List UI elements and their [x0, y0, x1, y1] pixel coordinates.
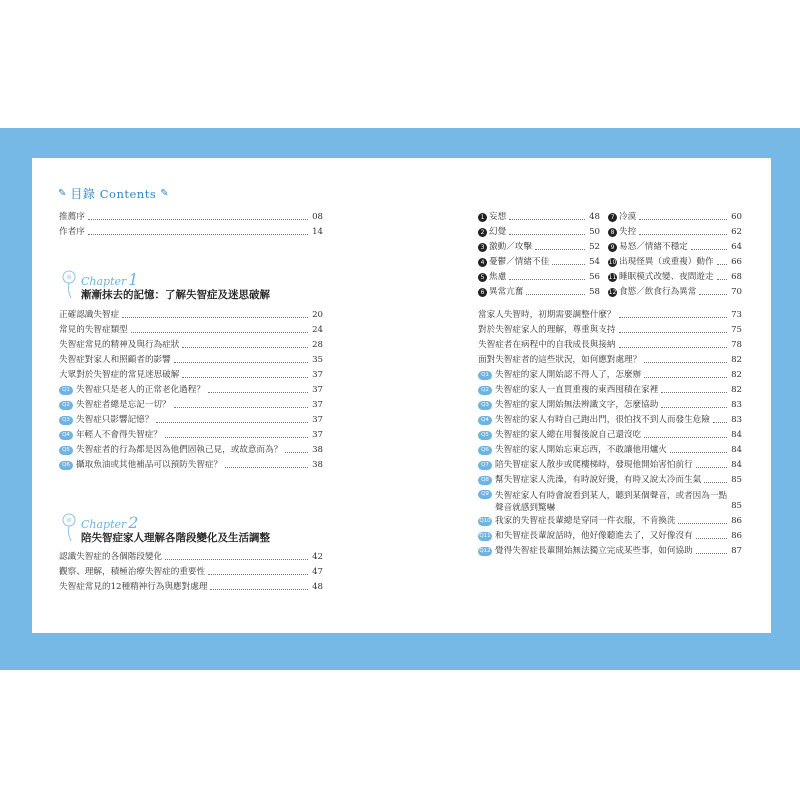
- q-badge-icon: Q6: [478, 446, 492, 455]
- number-badge-icon: 7: [608, 213, 617, 222]
- toc-question[interactable]: Q4 失智症的家人有時自己跑出門，很怕找不到人而發生危險 83: [478, 413, 742, 428]
- number-badge-icon: 11: [608, 274, 617, 281]
- toc-question[interactable]: Q5 失智症的家人總在用餐後說自己還沒吃 84: [478, 428, 742, 443]
- toc-entry[interactable]: 失智症者在病程中的自我成長與接納 78: [478, 340, 742, 350]
- toc-page: [32, 158, 771, 633]
- symptom-entry[interactable]: 7 冷漠 60: [608, 210, 742, 225]
- toc-question[interactable]: Q5 失智症者的行為都是因為他們固執己見，或故意而為？ 38: [59, 443, 323, 458]
- symptoms-right-list: [608, 210, 742, 300]
- chapter-title: 陪失智症家人理解各階段變化及生活調整: [81, 532, 270, 544]
- q-badge-icon: Q3: [478, 401, 492, 410]
- toc-entry[interactable]: 當家人失智時，初期需要調整什麼？ 73: [478, 310, 742, 320]
- chapter-1-list: [59, 308, 323, 473]
- pen-ornament-icon: ✎: [160, 187, 169, 199]
- q-badge-icon: Q2: [59, 401, 73, 410]
- q-badge-icon: Q9: [478, 490, 492, 499]
- toc-entry[interactable]: 觀察、理解，積極治療失智症的重要性 47: [59, 567, 323, 577]
- toc-entry[interactable]: 推薦序 08: [59, 212, 323, 222]
- toc-question[interactable]: Q10 我家的失智症長輩總是穿同一件衣服，不肯換洗 86: [479, 516, 742, 526]
- pen-ornament-icon: ✎: [58, 187, 67, 199]
- toc-entry[interactable]: 常見的失智症類型 24: [59, 325, 323, 335]
- toc-question[interactable]: Q2 失智症者總是忘記一切？ 37: [59, 398, 323, 413]
- toc-entry[interactable]: 失智症常見的精神及與行為症狀 28: [59, 340, 323, 350]
- q-badge-icon: Q7: [478, 461, 492, 470]
- toc-question[interactable]: Q1 失智症只是老人的正常老化過程？ 37: [59, 383, 323, 398]
- toc-question[interactable]: Q4 年輕人不會得失智症？ 37: [59, 428, 323, 443]
- q-badge-icon: Q1: [478, 371, 492, 380]
- symptom-entry[interactable]: 11 睡眠模式改變、夜間遊走 68: [608, 272, 742, 282]
- toc-entry[interactable]: 對於失智症家人的理解，尊重與支持 75: [478, 325, 742, 335]
- chapter-1-header: [59, 270, 323, 310]
- toc-question[interactable]: Q3 失智症的家人開始無法辨識文字，怎麼協助 83: [478, 398, 742, 413]
- symptom-entry[interactable]: 1 妄想 48: [478, 210, 600, 225]
- number-badge-icon: 4: [478, 258, 487, 267]
- toc-question[interactable]: Q11 和失智症長輩說話時，他好像聽進去了，又好像沒有 86: [479, 531, 742, 541]
- toc-question[interactable]: Q12 覺得失智症長輩開始無法獨立完成某些事，如何協助 87: [479, 546, 742, 556]
- toc-question[interactable]: Q8 幫失智症家人洗澡，有時說好燙，有時又說太冷而生氣 85: [478, 473, 742, 488]
- flower-icon: [59, 513, 79, 543]
- toc-entry[interactable]: 失智症常見的12種精神行為與應對處理 48: [59, 582, 323, 592]
- left-column: [59, 210, 323, 240]
- q-badge-icon: Q2: [478, 386, 492, 395]
- symptom-entry[interactable]: 2 幻覺 50: [478, 225, 600, 240]
- number-badge-icon: 8: [608, 228, 617, 237]
- chapter-2-list: [59, 550, 323, 595]
- q-badge-icon: Q1: [59, 386, 73, 395]
- q-badge-icon: Q11: [479, 533, 491, 539]
- symptom-entry[interactable]: 5 焦慮 56: [478, 270, 600, 285]
- number-badge-icon: 9: [608, 243, 617, 252]
- number-badge-icon: 10: [608, 259, 617, 266]
- toc-question[interactable]: Q7 陪失智症家人散步或爬樓梯時，發現他開始害怕前行 84: [478, 458, 742, 473]
- chapter-title: 漸漸抹去的記憶：了解失智症及迷思破解: [81, 289, 270, 301]
- toc-title: 目錄 Contents: [70, 186, 157, 201]
- q-badge-icon: Q4: [59, 431, 73, 440]
- q-badge-icon: Q4: [478, 416, 492, 425]
- toc-question[interactable]: Q6 失智症的家人開始忘東忘西，不敢讓他用爐火 84: [478, 443, 742, 458]
- toc-question[interactable]: Q6 攝取魚油或其他補品可以預防失智症？ 38: [59, 458, 323, 473]
- symptom-entry[interactable]: 6 異常亢奮 58: [478, 285, 600, 300]
- symptom-entry[interactable]: 4 憂鬱／情緒不佳 54: [478, 255, 600, 270]
- number-badge-icon: 5: [478, 273, 487, 282]
- number-badge-icon: 3: [478, 243, 487, 252]
- number-badge-icon: 6: [478, 288, 487, 297]
- q-badge-icon: Q12: [479, 548, 491, 554]
- q-badge-icon: Q8: [478, 476, 492, 485]
- toc-question[interactable]: Q2 失智症的家人一直買重複的東西囤積在家裡 82: [478, 383, 742, 398]
- toc-question[interactable]: Q9 失智症家人有時會說看到某人，聽到某個聲音，或者因為一點聲音就感到驚嚇 85: [478, 488, 742, 514]
- chapter-label: Chapter 1: [81, 270, 139, 289]
- toc-entry[interactable]: 失智症對家人和照顧者的影響 35: [59, 355, 323, 365]
- q-badge-icon: Q5: [478, 431, 492, 440]
- q-badge-icon: Q10: [479, 518, 491, 524]
- toc-entry[interactable]: 作者序 14: [59, 227, 323, 237]
- right-column-list: [478, 308, 742, 559]
- symptoms-left-list: [478, 210, 600, 300]
- symptom-entry[interactable]: 9 易怒／情緒不穩定 64: [608, 240, 742, 255]
- chapter-2-header: [59, 513, 323, 553]
- number-badge-icon: 2: [478, 228, 487, 237]
- toc-heading: [58, 182, 169, 204]
- toc-entry[interactable]: 正確認識失智症 20: [59, 310, 323, 320]
- symptom-entry[interactable]: 12 食慾／飲食行為異常 70: [608, 287, 742, 297]
- toc-question[interactable]: Q1 失智症的家人開始認不得人了，怎麼辦 82: [478, 368, 742, 383]
- number-badge-icon: 1: [478, 213, 487, 222]
- q-badge-icon: Q5: [59, 446, 73, 455]
- symptom-entry[interactable]: 3 激動／攻擊 52: [478, 240, 600, 255]
- number-badge-icon: 12: [608, 289, 617, 296]
- toc-entry[interactable]: 面對失智症者的這些狀況，如何應對處理？ 82: [478, 355, 742, 365]
- q-badge-icon: Q3: [59, 416, 73, 425]
- symptom-entry[interactable]: 8 失控 62: [608, 225, 742, 240]
- toc-entry[interactable]: 大眾對於失智症的常見迷思破解 37: [59, 370, 323, 380]
- chapter-label: Chapter 2: [81, 513, 139, 532]
- flower-icon: [59, 270, 79, 300]
- symptom-entry[interactable]: 10 出現怪異（或重複）動作 66: [608, 257, 742, 267]
- toc-entry[interactable]: 認識失智症的各個階段變化 42: [59, 552, 323, 562]
- toc-question[interactable]: Q3 失智症只影響記憶？ 37: [59, 413, 323, 428]
- q-badge-icon: Q6: [59, 461, 73, 470]
